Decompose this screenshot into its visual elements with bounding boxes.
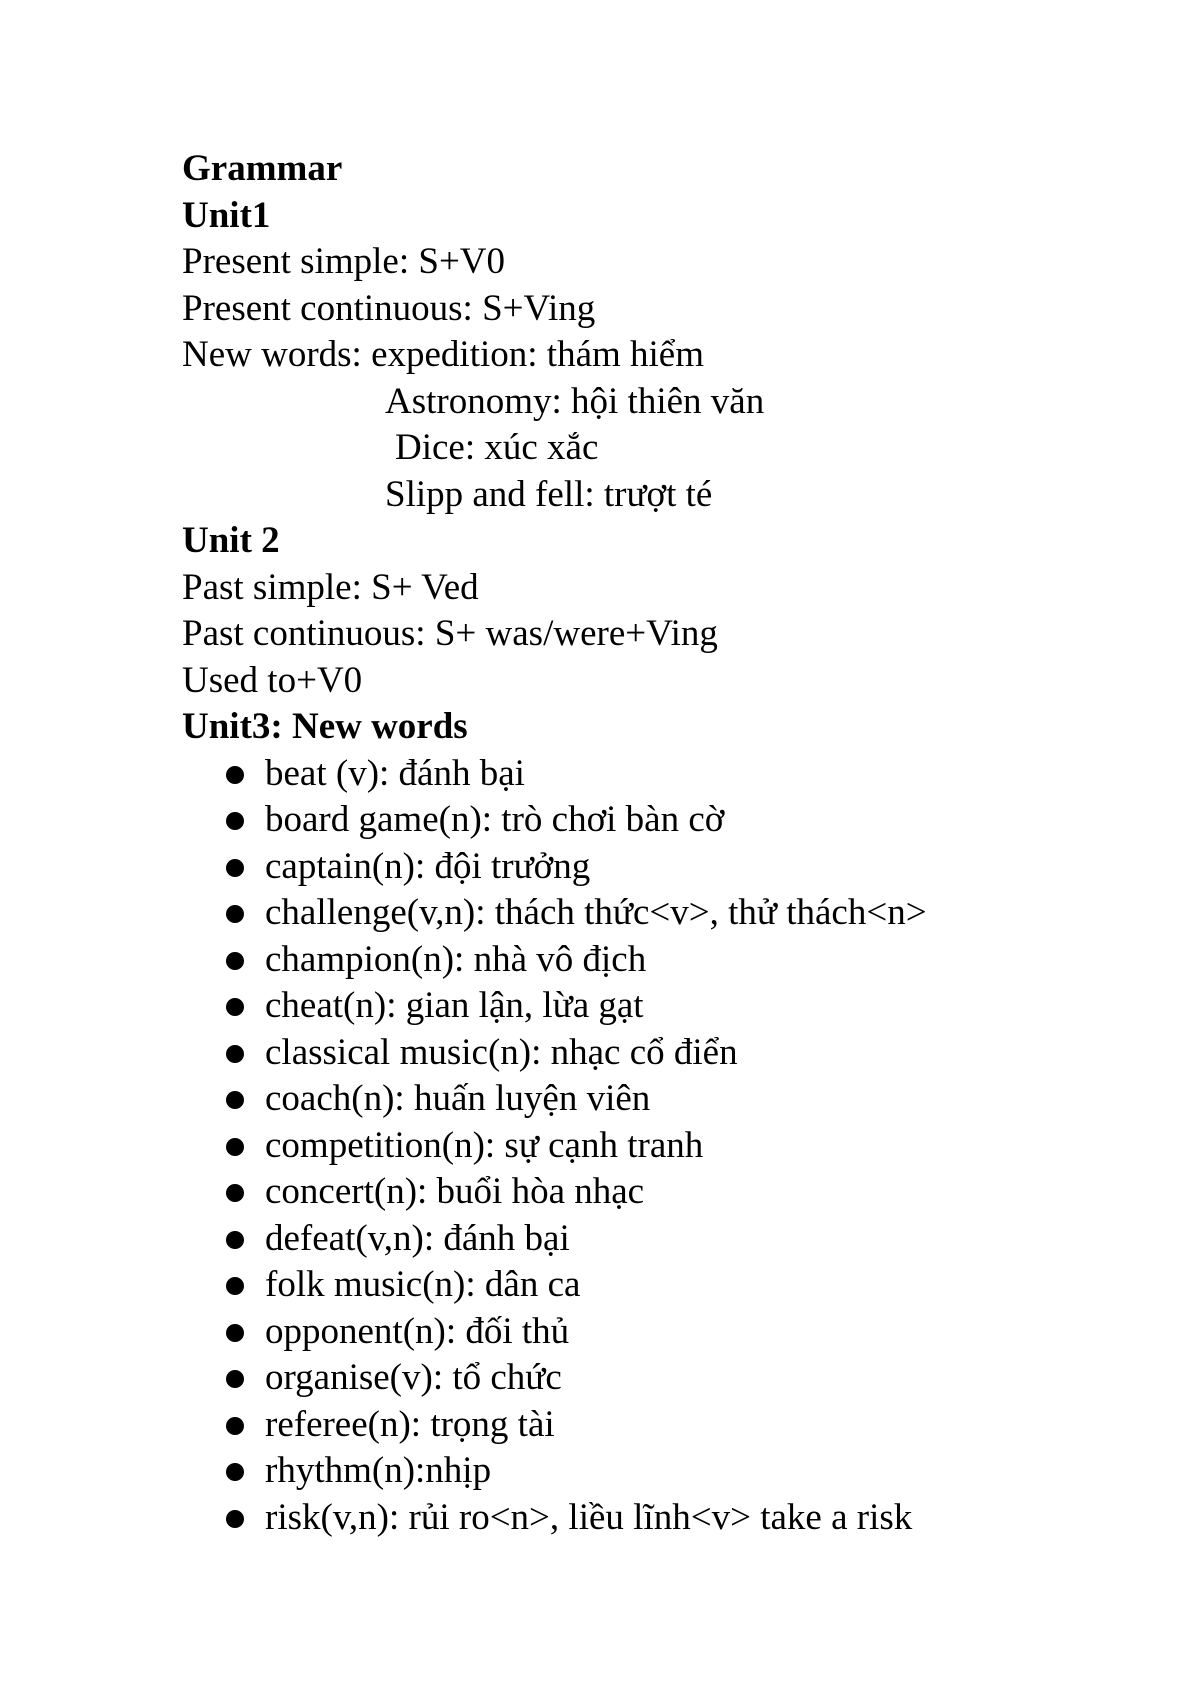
- unit1-new-word: Astronomy: hội thiên văn: [385, 380, 765, 422]
- vocab-item: [182, 1309, 1162, 1356]
- bullet-icon: [226, 1277, 244, 1295]
- bullet-icon: [226, 1510, 244, 1528]
- vocab-text: challenge(v,n): thách thức<v>, thử thách<n>: [265, 892, 927, 933]
- bullet-icon: [226, 766, 244, 784]
- unit1-line: Present continuous: S+Ving: [182, 287, 596, 329]
- vocab-item: [182, 1169, 1162, 1216]
- bullet-icon: [226, 1184, 244, 1202]
- vocab-text: opponent(n): đối thủ: [265, 1310, 570, 1352]
- unit3-vocab-list: [182, 751, 1162, 1542]
- unit1-line: Present simple: S+V0: [182, 241, 506, 282]
- vocab-text: defeat(v,n): đánh bại: [265, 1217, 570, 1259]
- vocab-text: board game(n): trò chơi bàn cờ: [265, 799, 725, 840]
- vocab-text: concert(n): buổi hòa nhạc: [265, 1171, 645, 1212]
- vocab-item: [182, 1402, 1162, 1449]
- vocab-item: [182, 844, 1162, 891]
- vocab-text: coach(n): huấn luyện viên: [265, 1078, 651, 1119]
- bullet-icon: [226, 1463, 244, 1481]
- unit2-line: Past continuous: S+ was/were+Ving: [182, 613, 718, 654]
- vocab-text: organise(v): tổ chức: [265, 1357, 562, 1398]
- bullet-icon: [226, 1045, 244, 1063]
- bullet-icon: [226, 998, 244, 1016]
- vocab-text: rhythm(n):nhịp: [265, 1450, 492, 1491]
- vocab-text: cheat(n): gian lận, lừa gạt: [265, 985, 644, 1026]
- vocab-text: folk music(n): dân ca: [265, 1264, 581, 1305]
- vocab-item: [182, 983, 1162, 1030]
- bullet-icon: [226, 1324, 244, 1342]
- document-body: [182, 146, 1162, 1541]
- vocab-item: [182, 1355, 1162, 1402]
- vocab-text: classical music(n): nhạc cổ điển: [265, 1031, 738, 1073]
- bullet-icon: [226, 1138, 244, 1156]
- bullet-icon: [226, 1231, 244, 1249]
- vocab-item: [182, 1448, 1162, 1495]
- bullet-icon: [226, 1091, 244, 1109]
- vocab-text: champion(n): nhà vô địch: [265, 938, 647, 980]
- vocab-item: [182, 751, 1162, 798]
- vocab-item: [182, 1495, 1162, 1542]
- bullet-icon: [226, 905, 244, 923]
- bullet-icon: [226, 952, 244, 970]
- unit2-line: Used to+V0: [182, 659, 363, 701]
- bullet-icon: [226, 1370, 244, 1388]
- bullet-icon: [226, 1417, 244, 1435]
- bullet-icon: [226, 859, 244, 877]
- unit2-line: Past simple: S+ Ved: [182, 566, 479, 608]
- unit1-new-word: Dice: xúc xắc: [395, 427, 599, 468]
- vocab-text: captain(n): đội trưởng: [265, 845, 591, 887]
- vocab-item: [182, 1076, 1162, 1123]
- vocab-item: [182, 1030, 1162, 1077]
- unit1-new-word: Slipp and fell: trượt té: [385, 473, 713, 515]
- vocab-text: beat (v): đánh bại: [265, 752, 525, 794]
- vocab-item: [182, 890, 1162, 937]
- vocab-item: [182, 1123, 1162, 1170]
- unit3-heading: Unit3: New words: [182, 706, 468, 747]
- vocab-text: risk(v,n): rủi ro<n>, liều lĩnh<v> take a risk: [265, 1496, 913, 1538]
- vocab-item: [182, 937, 1162, 984]
- vocab-item: [182, 797, 1162, 844]
- unit2-heading: Unit 2: [182, 520, 280, 561]
- document-title: Grammar: [182, 148, 343, 189]
- bullet-icon: [226, 812, 244, 830]
- vocab-text: referee(n): trọng tài: [265, 1403, 555, 1445]
- unit1-line: New words: expedition: thám hiểm: [182, 334, 705, 375]
- vocab-item: [182, 1216, 1162, 1263]
- vocab-item: [182, 1262, 1162, 1309]
- vocab-text: competition(n): sự cạnh tranh: [265, 1124, 704, 1166]
- unit1-heading: Unit1: [182, 194, 271, 236]
